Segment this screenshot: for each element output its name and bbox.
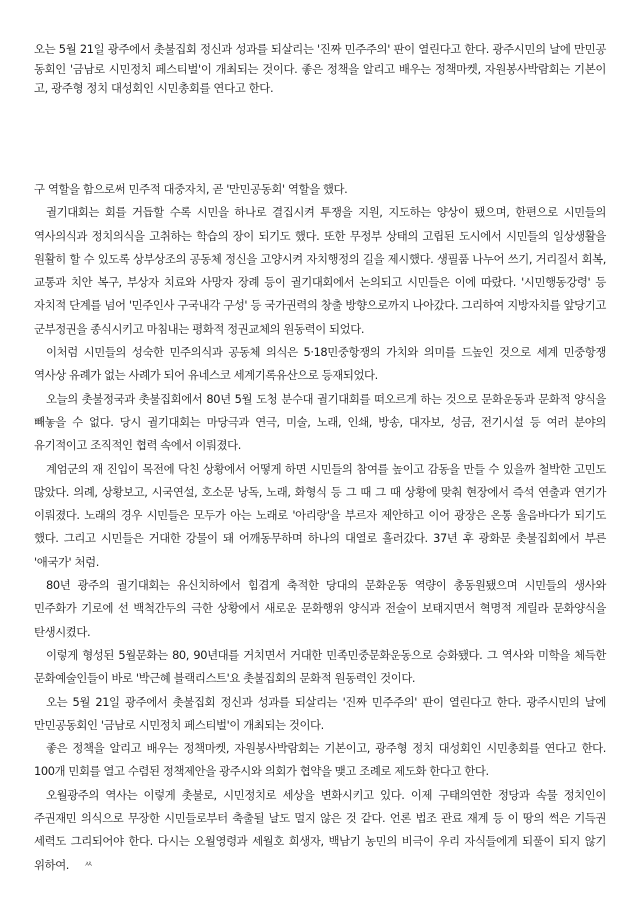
paragraph: 궐기대회는 회를 거듭할 수록 시민을 하나로 결집시켜 투쟁을 지원, 지도하는 양상이 됐으며, 한편으로 시민들의 역사의식과 정치의식을 고취하는 학습의 장이 되기도 했다. 또한 무정부 상태의 고립된 도시에서 시민들의 일상생활을 원활히 할 수 있도록 상부상조의 공동체 정신을 고양시켜 자치행정의 길을 제시했다. 생필품 나누어 쓰기, 거리질서 회복, 교통과 치안 복구, 부상자 치료와 사망자 장례 등이 궐기대회에서 논의되고 시민들은 이에 따랐다. '시민행동강령' 등 자치적 단계를 넘어 '민주인사 구국내각 구성' 등 국가권력의 창출 방향으로까지 나아갔다. 그리하여 지방자치를 앞당기고 군부정권을 종식시키고 마침내는 평화적 정권교체의 원동력이 되었다. [34,205,606,336]
paragraph: 이처럼 시민들의 성숙한 민주의식과 공동체 의식은 5·18민중항쟁의 가치와 의미를 드높인 것으로 세계 민중항쟁 역사상 유례가 없는 사례가 되어 유네스코 세계기록유산으로 등재되었다. [34,345,606,383]
paragraph: 이렇게 형성된 5월문화는 80, 90년대를 거치면서 거대한 민족민중문화운동으로 승화됐다. 그 역사와 미학을 체득한 문화예술인들이 바로 '박근혜 블랙리스트'요 촛불집회의 문화적 원동력인 것이다. [34,647,606,686]
paragraph-text: 오월광주의 역사는 이렇게 촛불로, 시민정치로 세상을 변화시키고 있다. 이제 구태의연한 정당과 속물 정치인이 주권재민 의식으로 무장한 시민들로부터 축출될 날도 멀지 않은 것 같다. 언론 법조 관료 재계 등 이 땅의 썩은 기득권 세력도 그리되어야 한다. 다시는 오월영령과 세월호 희생자, 백남기 농민의 비극이 우리 자식들에게 되풀이 되지 않기 위하여. [34,787,606,872]
paragraph: 오는 5월 21일 광주에서 촛불집회 정신과 성과를 되살리는 '진짜 민주주의' 판이 열린다고 한다. 광주시민의 날에 만민공동회인 '금남로 시민정치 페스티벌'이 개최되는 것이다. [34,694,606,732]
paragraph-last [34,784,606,877]
pull-quote-text: 오는 5월 21일 광주에서 촛불집회 정신과 성과를 되살리는 '진짜 민주주의' 판이 열린다고 한다. 광주시민의 날에 만민공동회인 '금남로 시민정치 페스티벌'이 개최되는 것이다. 좋은 정책을 알리고 배우는 정책마켓, 자원봉사박람회는 기본이고, 광주형 정치 대성회인 시민총회를 연다고 한다. [34,42,606,95]
end-mark-icon: ㅆ [84,859,93,870]
pull-quote [34,40,606,99]
paragraph: 좋은 정책을 알리고 배우는 정책마켓, 자원봉사박람회는 기본이고, 광주형 정치 대성회인 시민총회를 연다고 한다. 100개 민회를 열고 수렴된 정책제안을 광주시와 의회가 협약을 맺고 조례로 제도화 한다고 한다. [34,741,606,779]
article-body [34,178,606,877]
paragraph: 80년 광주의 궐기대회는 유신치하에서 힘겹게 축적한 당대의 문화운동 역량이 총동원됐으며 시민들의 생사와 민주화가 기로에 선 백척간두의 극한 상황에서 새로운 문화행위 양식과 전술이 보태지면서 혁명적 게릴라 문화양식을 탄생시켰다. [34,578,606,639]
paragraph: 구 역할을 함으로써 민주적 대중자치, 곧 '만민공동회' 역할을 했다. [34,182,348,196]
paragraph: 오늘의 촛불정국과 촛불집회에서 80년 5월 도청 분수대 궐기대회를 떠오르게 하는 것으로 문화운동과 문화적 양식을 빼놓을 수 없다. 당시 궐기대회는 마당극과 연극, 미술, 노래, 인쇄, 방송, 대자보, 성금, 전기시설 등 여러 분야의 유기적이고 조직적인 협력 속에서 이뤄졌다. [34,391,606,453]
paragraph: 계엄군의 재 진입이 목전에 닥친 상황에서 어떻게 하면 시민들의 참여를 높이고 감동을 만들 수 있을까 철박한 고민도 많았다. 의례, 상황보고, 시국연설, 호소문 낭독, 노래, 화형식 등 그 때 그 때 상황에 맞춰 현장에서 즉석 연출과 연기가 이뤄졌다. 노래의 경우 시민들은 모두가 아는 노래로 '아리랑'을 부르자 제안하고 이어 광장은 온통 울음바다가 되기도 했다. 그리고 시민들은 거대한 강물이 돼 어깨동무하며 하나의 대열로 흘러갔다. 37년 후 광화문 촛불집회에서 부른 '애국가' 처럼. [34,461,606,569]
